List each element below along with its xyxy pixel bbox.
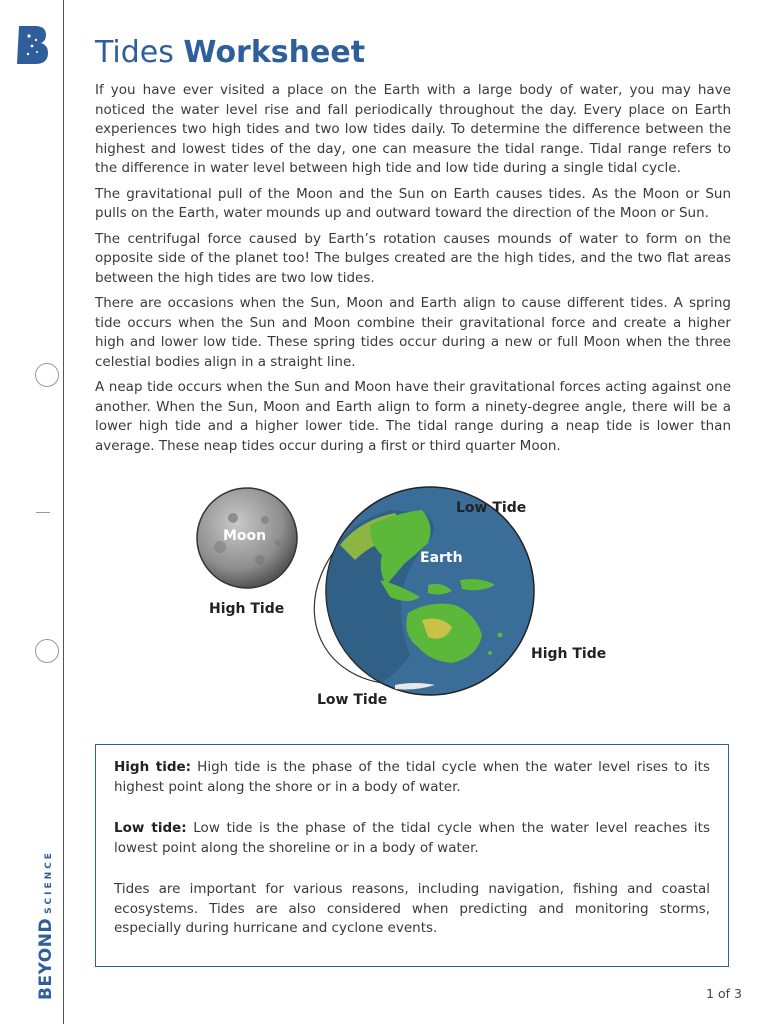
tides-diagram [190, 485, 630, 715]
paragraph: There are occasions when the Sun, Moon and Earth align to cause different tides. A spring tide occurs when the Sun and Moon combine their gravitational force and create a higher high and lower low tide. These spring tides occur during a new or full Moon when the three celestial bodies align in a straight line. [95, 295, 731, 370]
importance-text: Tides are important for various reasons, including navigation, fishing and coastal ecosystems. Tides are also considered when predicting and monitoring storms, especially during hurricane and cyclone events. [114, 881, 710, 936]
paragraph: A neap tide occurs when the Sun and Moon have their gravitational forces acting against one another. When the Sun, Moon and Earth align to form a ninety-degree angle, there will be a lower high tide and a higher lower tide. The tidal range during a neap tide is lower than average. These neap tides occur during a first or third quarter Moon. [95, 379, 731, 454]
punch-hole [35, 363, 59, 387]
paragraph: The gravitational pull of the Moon and the Sun on Earth causes tides. As the Moon or Sun pulls on the Earth, water mounds up and outward toward the direction of the Moon or Sun. [95, 185, 731, 221]
title-bold: Worksheet [183, 35, 366, 70]
earth-label: Earth [420, 550, 463, 566]
beyond-logo-icon [15, 24, 49, 66]
brand-sub: SCIENCE [44, 850, 54, 914]
high-tide-text: High tide is the phase of the tidal cycle when the water level rises to its highest point along the shore or in a body of water. [114, 759, 710, 795]
margin-line [63, 0, 64, 1024]
paragraph: The centrifugal force caused by Earth’s rotation causes mounds of water to form on the opposite side of the planet too! The bulges created are the high tides, and the two flat areas between the high tides are two low tides. [95, 230, 731, 286]
low-tide-definition [114, 819, 710, 858]
punch-hole [35, 639, 59, 663]
high-tide-label-right: High Tide [531, 646, 607, 662]
low-tide-label-bottom: Low Tide [317, 692, 388, 708]
high-tide-term: High tide: [114, 759, 192, 775]
fold-mark [36, 512, 50, 513]
low-tide-text: Low tide is the phase of the tidal cycle when the water level reaches its lowest point along the shoreline or in a body of water. [114, 820, 710, 856]
intro-text [95, 81, 731, 462]
page-title [95, 34, 365, 72]
title-light: Tides [95, 35, 174, 70]
brand-wordmark [36, 850, 56, 1000]
definitions-box [95, 744, 729, 967]
low-tide-term: Low tide: [114, 820, 187, 836]
paragraph: If you have ever visited a place on the Earth with a large body of water, you may have noticed the water level rise and fall periodically throughout the day. Every place on Earth experiences two high tides and two low tides daily. To determine the difference between the highest and lowest tides of the day, one can measure the tidal range. Tidal range refers to the difference in water level between high tide and low tide during a single tidal cycle. [95, 82, 731, 176]
high-tide-definition [114, 758, 710, 797]
diagram-art [190, 485, 630, 715]
low-tide-label-top: Low Tide [456, 500, 527, 516]
high-tide-label-left: High Tide [209, 601, 285, 617]
page-number: 1 of 3 [706, 986, 742, 1001]
earth-icon [326, 487, 534, 695]
brand-main: BEYOND [36, 917, 56, 1000]
moon-label: Moon [223, 528, 267, 544]
